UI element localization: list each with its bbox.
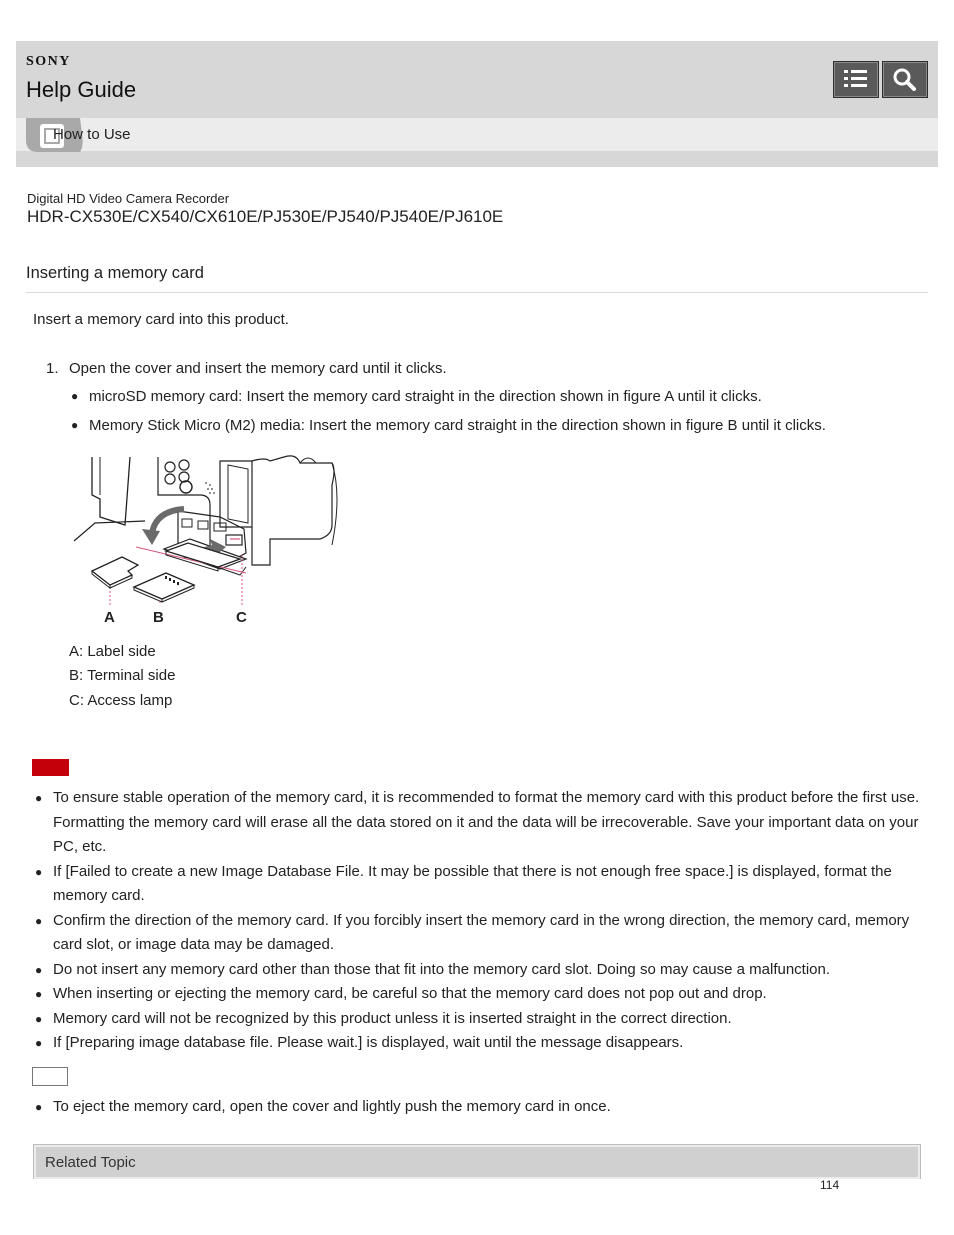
- list-item: ● If [Preparing image database file. Please wait.] is displayed, wait until the message disappears.: [35, 1031, 925, 1056]
- bullet-icon: ●: [71, 418, 79, 432]
- bullet-icon: ●: [71, 389, 79, 403]
- hint-badge: [32, 1067, 68, 1086]
- search-button[interactable]: [882, 61, 928, 98]
- bullet-icon: ●: [35, 962, 43, 977]
- note-badge: [32, 759, 69, 776]
- related-topic-header: [33, 1144, 921, 1179]
- memory-card-illustration: [70, 455, 345, 632]
- legend-item: B: Terminal side: [69, 667, 176, 684]
- bullet-icon: ●: [35, 791, 43, 805]
- list-item: ● Confirm the direction of the memory card. If you forcibly insert the memory card in the wrong direction, the memory card, memory card slot, or image data may be damaged.: [35, 909, 925, 958]
- camera-diagram: [70, 455, 345, 627]
- callout-b: B: [153, 609, 164, 626]
- page-number: 114: [820, 1178, 840, 1192]
- bullet-icon: ●: [35, 1011, 43, 1026]
- brand-logo: SONY: [26, 54, 71, 69]
- bullet-icon: ●: [35, 1100, 43, 1114]
- bullet-icon: ●: [35, 987, 43, 1001]
- callout-c: C: [236, 609, 247, 626]
- list-item: ● When inserting or ejecting the memory card, be careful so that the memory card does not pop out and drop.: [35, 982, 925, 1007]
- bullet-icon: ●: [35, 864, 43, 879]
- list-item: ● If [Failed to create a new Image Database File. It may be possible that there is not enough free space.] is displayed, format the memory card.: [35, 860, 925, 909]
- subitem-text: microSD memory card: Insert the memory card straight in the direction shown in figure A until it clicks.: [89, 388, 762, 405]
- list-item: ● Memory card will not be recognized by this product unless it is inserted straight in the correct direction.: [35, 1007, 925, 1032]
- step-item: [46, 360, 447, 377]
- breadcrumb-how-to-use[interactable]: How to Use: [53, 126, 131, 143]
- legend-item: C: Access lamp: [69, 692, 173, 709]
- list-item: ● To ensure stable operation of the memory card, it is recommended to format the memory card with this product before the first use. Formatting the memory card will erase all the data stored on it and the data will be irrecoverable. Save your important data on your PC, etc.: [35, 786, 925, 860]
- bullet-icon: ●: [35, 1036, 43, 1050]
- page-title: Inserting a memory card: [26, 264, 204, 282]
- step-subitem: [71, 388, 762, 405]
- related-topic-label: Related Topic: [45, 1154, 136, 1171]
- step-text: Open the cover and insert the memory card until it clicks.: [69, 360, 447, 377]
- product-category: Digital HD Video Camera Recorder: [27, 191, 230, 206]
- legend-item: A: Label side: [69, 643, 156, 660]
- table-of-contents-button[interactable]: [833, 61, 879, 98]
- notes-list: [35, 786, 925, 1056]
- subitem-text: Memory Stick Micro (M2) media: Insert the memory card straight in the direction shown in figure B until it clicks.: [89, 417, 826, 434]
- list-item: ● Do not insert any memory card other than those that fit into the memory card slot. Doing so may cause a malfunction.: [35, 958, 925, 983]
- callout-a: A: [104, 609, 115, 626]
- hints-list: [35, 1095, 925, 1120]
- list-item: ● To eject the memory card, open the cover and lightly push the memory card in once.: [35, 1095, 925, 1120]
- breadcrumb: [16, 118, 938, 151]
- title-divider: [26, 292, 928, 293]
- product-models: HDR-CX530E/CX540/CX610E/PJ530E/PJ540/PJ540E/PJ610E: [27, 207, 504, 226]
- bullet-icon: ●: [35, 913, 43, 928]
- step-subitem: [71, 417, 826, 434]
- help-guide-title[interactable]: Help Guide: [26, 77, 137, 102]
- step-number: 1.: [46, 360, 59, 377]
- site-header: [16, 41, 938, 167]
- intro-text: Insert a memory card into this product.: [33, 311, 289, 328]
